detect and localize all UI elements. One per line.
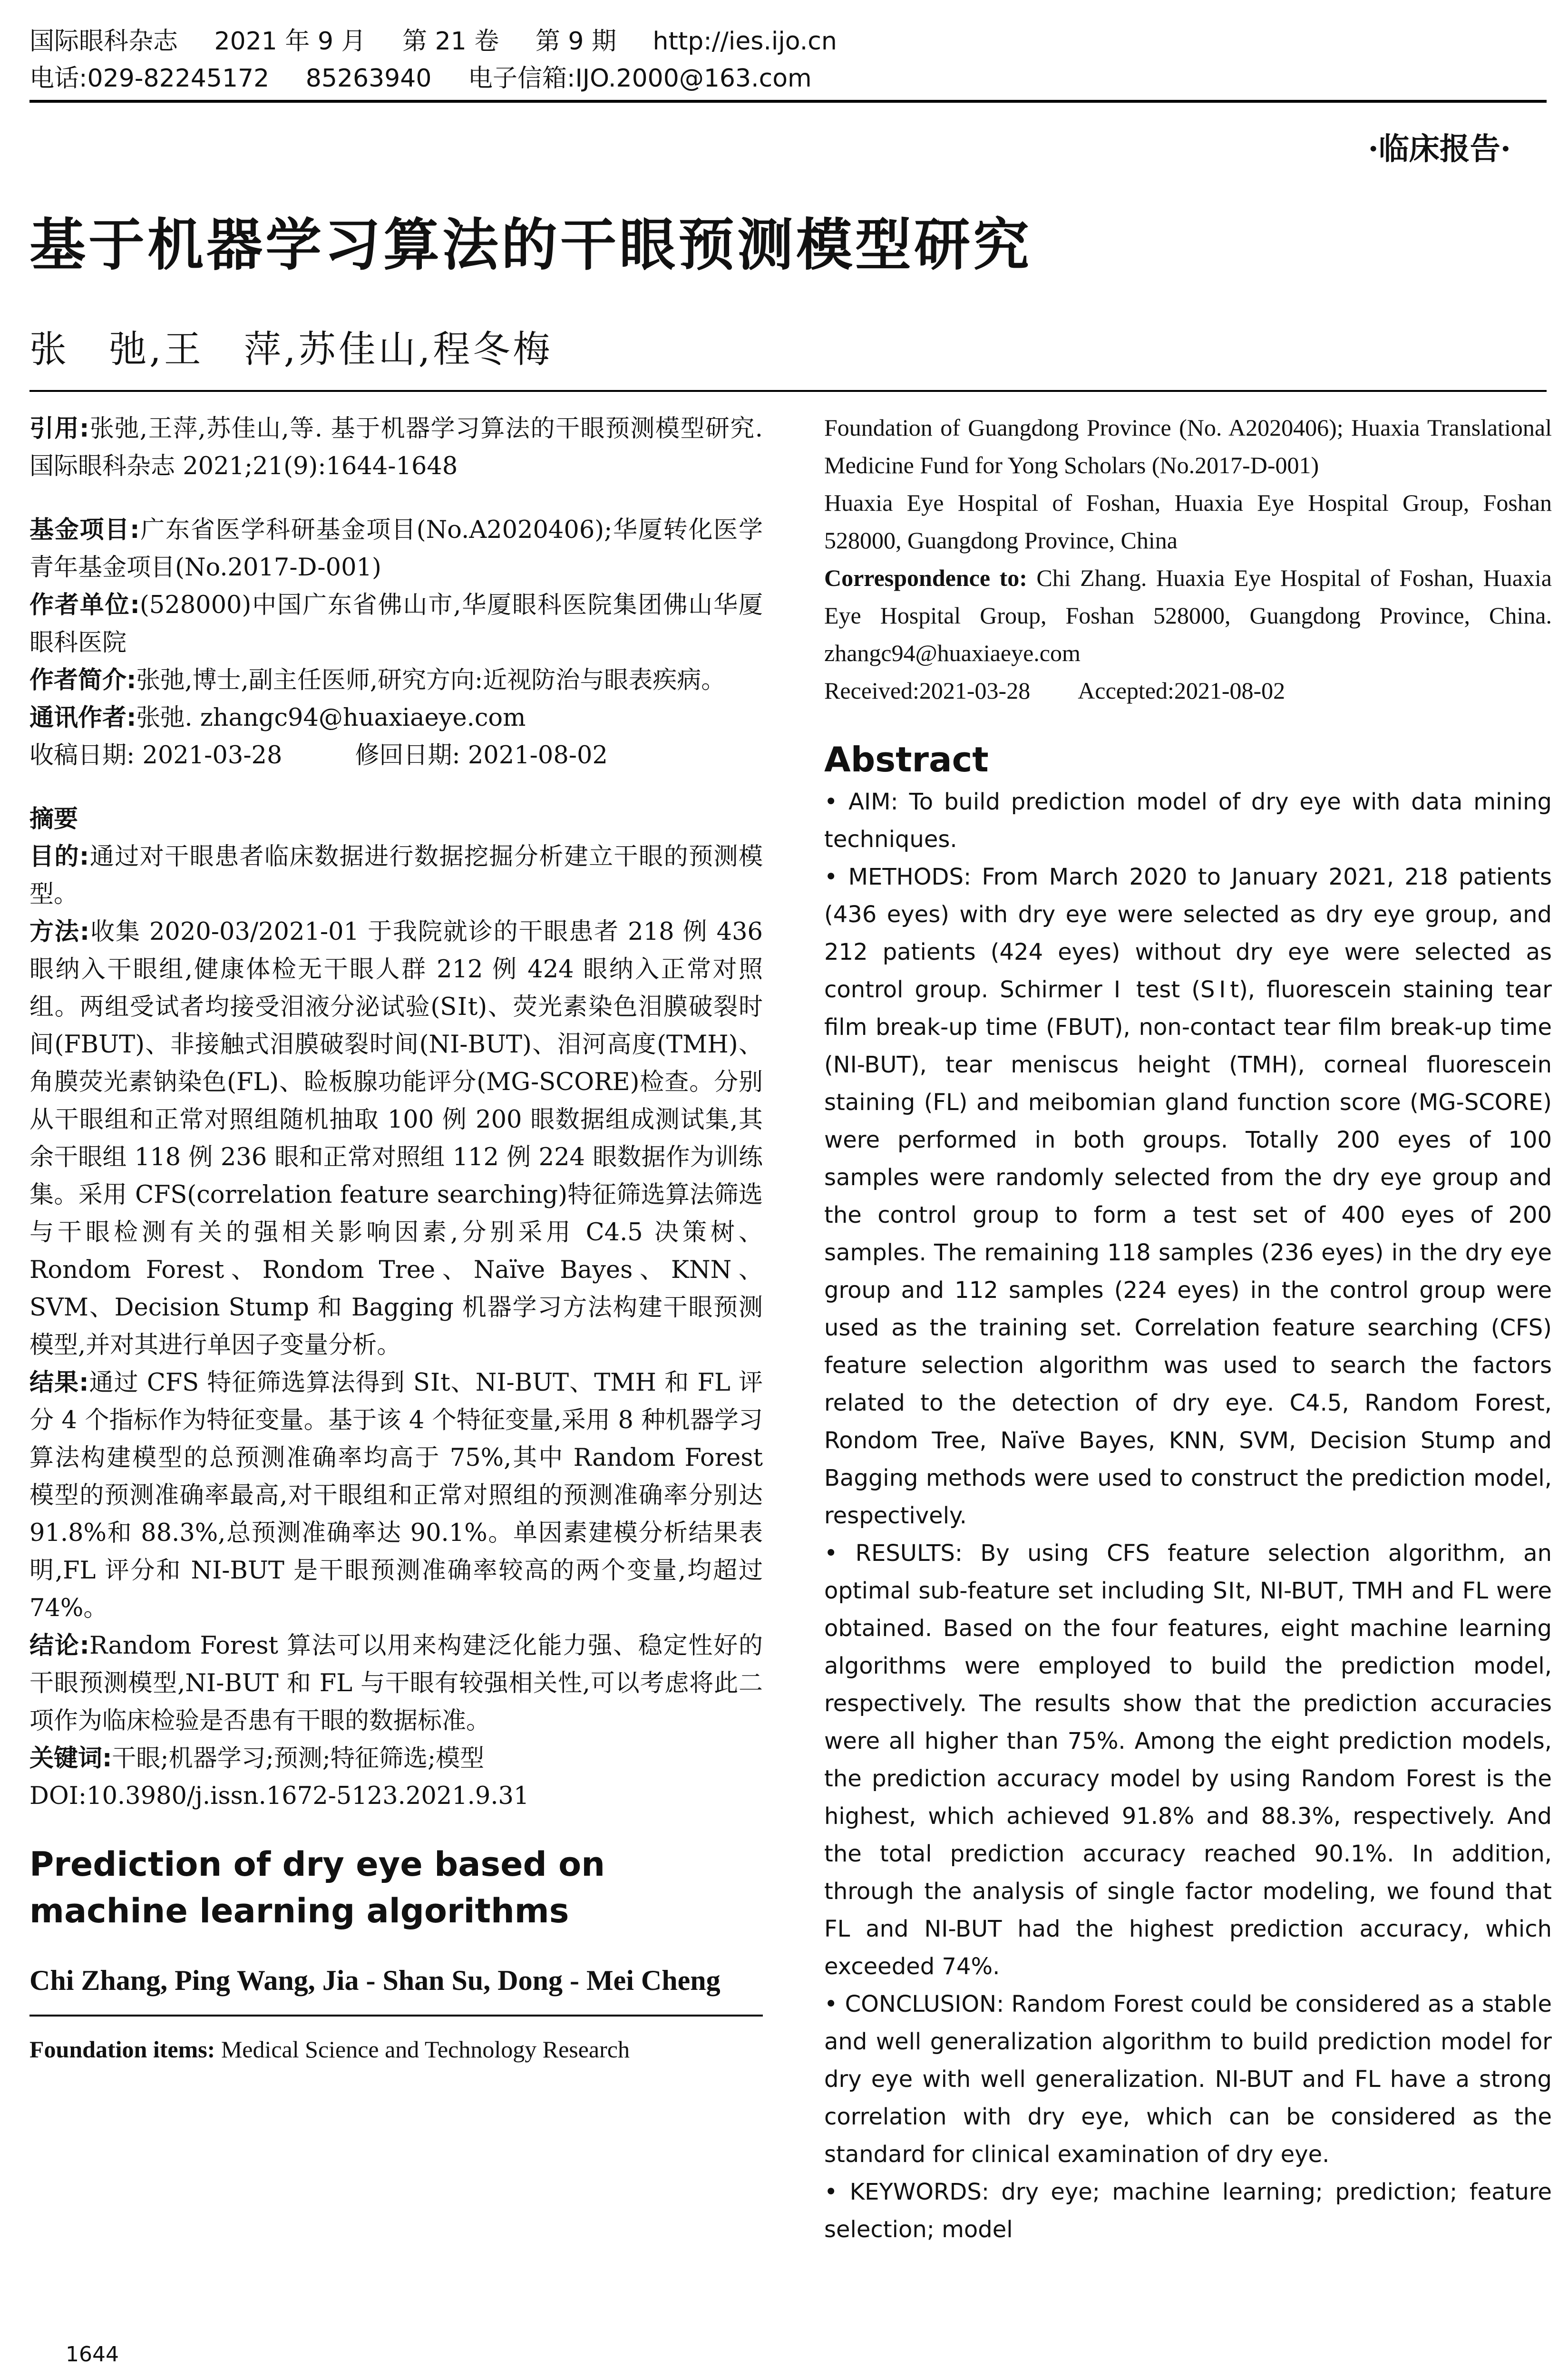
aim-cn [29,838,763,913]
issue-number: 第 9 期 [535,27,617,56]
results-label: 结果: [29,1369,89,1397]
unit-label: 作者单位: [29,591,140,619]
bio-text: 张弛,博士,副主任医师,研究方向:近视防治与眼表疾病。 [136,666,726,694]
abstract-conclusion: • CONCLUSION: Random Forest could be considered as a stable and well generalization algorithm to build prediction model for dry eye with well generalization. NI-BUT and FL have a strong correlation with dry eye, which can be considered as the standard for clinical examination of dry eye. [824,1991,1552,2168]
en-accepted: Accepted:2021-08-02 [1078,677,1286,704]
corresponding [29,699,763,737]
correspondence [824,559,1552,672]
phone: 电话:029-82245172 [29,64,270,93]
keywords-text: 干眼;机器学习;预测;特征筛选;模型 [112,1744,485,1773]
fund-text: 广东省医学科研基金项目(No.A2020406);华厦转化医学青年基金项目(No.2017-D-001) [29,516,763,582]
author-list: 张 弛,王 萍,苏佳山,程冬梅 [29,328,553,371]
citation [29,410,763,485]
paper-title: 基于机器学习算法的干眼预测模型研究 [29,212,1032,278]
citation-text: 张弛,王萍,苏佳山,等. 基于机器学习算法的干眼预测模型研究. 国际眼科杂志 2021;21(9):1644-1648 [29,415,763,480]
correspondence-label: Correspondence to: [824,565,1027,591]
abstract-results: • RESULTS: By using CFS feature selection algorithm, an optimal sub-feature set including SⅠt, NI-BUT, TMH and FL were obtained. Based on the four features, eight machine learning algorithms were employed to build the prediction model, respectively. The results show that the prediction accuracies were all higher than 75%. Among the eight prediction models, the prediction accuracy model by using Random Forest is the highest, which achieved 91.8% and 88.3%, respectively. And the total prediction accuracy reached 90.1%. In addition, through the analysis of single factor modeling, we found that FL and NI-BUT had the highest prediction accuracy, which exceeded 74%. [824,1540,1552,1980]
foundation-continued: Foundation of Guangdong Province (No. A2020406); Huaxia Translational Medicine Fund for Yong Scholars (No.2017-D-001) [824,414,1552,478]
foundation-text: Medical Science and Technology Research [215,2036,630,2063]
journal-name: 国际眼科杂志 [29,27,178,56]
received-date: 收稿日期: 2021-03-28 [29,741,282,770]
title-rule [29,390,1547,392]
en-dates [824,672,1552,710]
conclusion-label: 结论: [29,1632,89,1660]
foundation-items [29,2031,763,2068]
abstract-heading: Abstract [824,740,989,779]
bio-label: 作者简介: [29,666,136,694]
corr-text: 张弛. zhangc94@huaxiaeye.com [136,704,526,732]
aim-label: 目的: [29,843,89,871]
english-title: Prediction of dry eye based on machine learning algorithms [29,1845,605,1930]
column-label: ·临床报告· [1368,131,1511,167]
journal-url[interactable]: http://ies.ijo.cn [653,27,837,56]
abstract-methods: • METHODS: From March 2020 to January 2021, 218 patients (436 eyes) with dry eye were selected as dry eye group, and 212 patients (424 eyes) without dry eye were selected as control group. Schirmer Ⅰ test (SⅠt), fluorescein staining tear film break-up time (FBUT), non-contact tear film break-up time (NI-BUT), tear meniscus height (TMH), corneal fluorescein staining (FL) and meibomian gland function score (MG-SCORE) were performed in both groups. Totally 200 eyes of 100 samples were randomly selected from the dry eye group and the control group to form a test set of 400 eyes of 200 samples. The remaining 118 samples (236 eyes) in the dry eye group and 112 samples (224 eyes) in the control group were used as the training set. Correlation feature searching (CFS) feature selection algorithm was used to search the factors related to the detection of dry eye. C4.5, Random Forest, Rondom Tree, Naïve Bayes, KNN, SVM, Decision Stump and Bagging methods were used to construct the prediction model, respectively. [824,864,1552,1529]
abstract-heading-cn: 摘要 [29,805,78,833]
methods-cn [29,913,763,1364]
revised-date: 修回日期: 2021-08-02 [355,741,608,770]
corr-label: 通讯作者: [29,704,136,732]
methods-text: 收集 2020-03/2021-01 于我院就诊的干眼患者 218 例 436 眼纳入干眼组,健康体检无干眼人群 212 例 424 眼纳入正常对照组。两组受试者均接受泪液分泌试验(SⅠt)、荧光素染色泪膜破裂时间(FBUT)、非接触式泪膜破裂时间(NI-BUT)、泪河高度(TMH)、角膜荧光素钠染色(FL)、睑板腺功能评分(MG-SCORE)检查。分别从干眼组和正常对照组随机抽取 100 例 200 眼数据组成测试集,其余干眼组 118 例 236 眼和正常对照组 112 例 224 眼数据作为训练集。采用 CFS(correlation feature searching)特征筛选算法筛选与干眼检测有关的强相关影响因素,分别采用 C4.5 决策树、Rondom Forest、Rondom Tree、Naïve Bayes、KNN、SVM、Decision Stump 和 Bagging 机器学习方法构建干眼预测模型,并对其进行单因子变量分析。 [29,918,763,1359]
page-number: 1644 [66,2342,119,2367]
fund [29,511,763,586]
volume: 第 21 卷 [402,27,499,56]
phone-2: 85263940 [305,64,432,93]
abstract-aim: • AIM: To build prediction model of dry eye with data mining techniques. [824,789,1552,853]
issue-date: 2021 年 9 月 [214,27,366,56]
journal-email[interactable]: 电子信箱:IJO.2000@163.com [467,64,812,93]
header-line-1 [29,23,1547,60]
unit-text: (528000)中国广东省佛山市,华厦眼科医院集团佛山华厦眼科医院 [29,591,763,657]
conclusion-cn [29,1627,763,1740]
doi[interactable]: DOI:10.3980/j.issn.1672-5123.2021.9.31 [29,1782,529,1810]
keywords-label: 关键词: [29,1744,112,1773]
right-column [824,409,1552,2249]
dates [29,737,763,774]
methods-label: 方法: [29,918,90,946]
journal-header [29,23,1547,97]
header-line-2 [29,60,1547,97]
citation-label: 引用: [29,415,89,443]
unit [29,586,763,662]
affiliation: Huaxia Eye Hospital of Foshan, Huaxia Eye Hospital Group, Foshan 528000, Guangdong Province, China [824,489,1552,554]
results-cn [29,1364,763,1627]
abstract-keywords: • KEYWORDS: dry eye; machine learning; prediction; feature selection; model [824,2179,1552,2243]
en-received: Received:2021-03-28 [824,677,1031,704]
english-authors: Chi Zhang, Ping Wang, Jia - Shan Su, Dong - Mei Cheng [29,1965,721,1996]
bio [29,662,763,699]
keywords-cn [29,1740,763,1777]
fund-label: 基金项目: [29,516,140,544]
foundation-label: Foundation items: [29,2036,215,2063]
conclusion-text: Random Forest 算法可以用来构建泛化能力强、稳定性好的干眼预测模型,NI-BUT 和 FL 与干眼有较强相关性,可以考虑将此二项作为临床检验是否患有干眼的数据标准。 [29,1632,763,1735]
aim-text: 通过对干眼患者临床数据进行数据挖掘分析建立干眼的预测模型。 [29,843,763,908]
correspondence-text: Chi Zhang. Huaxia Eye Hospital of Foshan, Huaxia Eye Hospital Group, Foshan 528000, Guangdong Province, China. zhangc94@huaxiaeye.com [824,565,1552,666]
header-rule [29,100,1547,103]
results-text: 通过 CFS 特征筛选算法得到 SⅠt、NI-BUT、TMH 和 FL 评分 4 个指标作为特征变量。基于该 4 个特征变量,采用 8 种机器学习算法构建模型的总预测准确率均高于 75%,其中 Random Forest 模型的预测准确率最高,对干眼组和正常对照组的预测准确率分别达 91.8%和 88.3%,总预测准确率达 90.1%。单因素建模分析结果表明,FL 评分和 NI-BUT 是干眼预测准确率较高的两个变量,均超过 74%。 [29,1369,763,1622]
left-column [29,410,763,2068]
